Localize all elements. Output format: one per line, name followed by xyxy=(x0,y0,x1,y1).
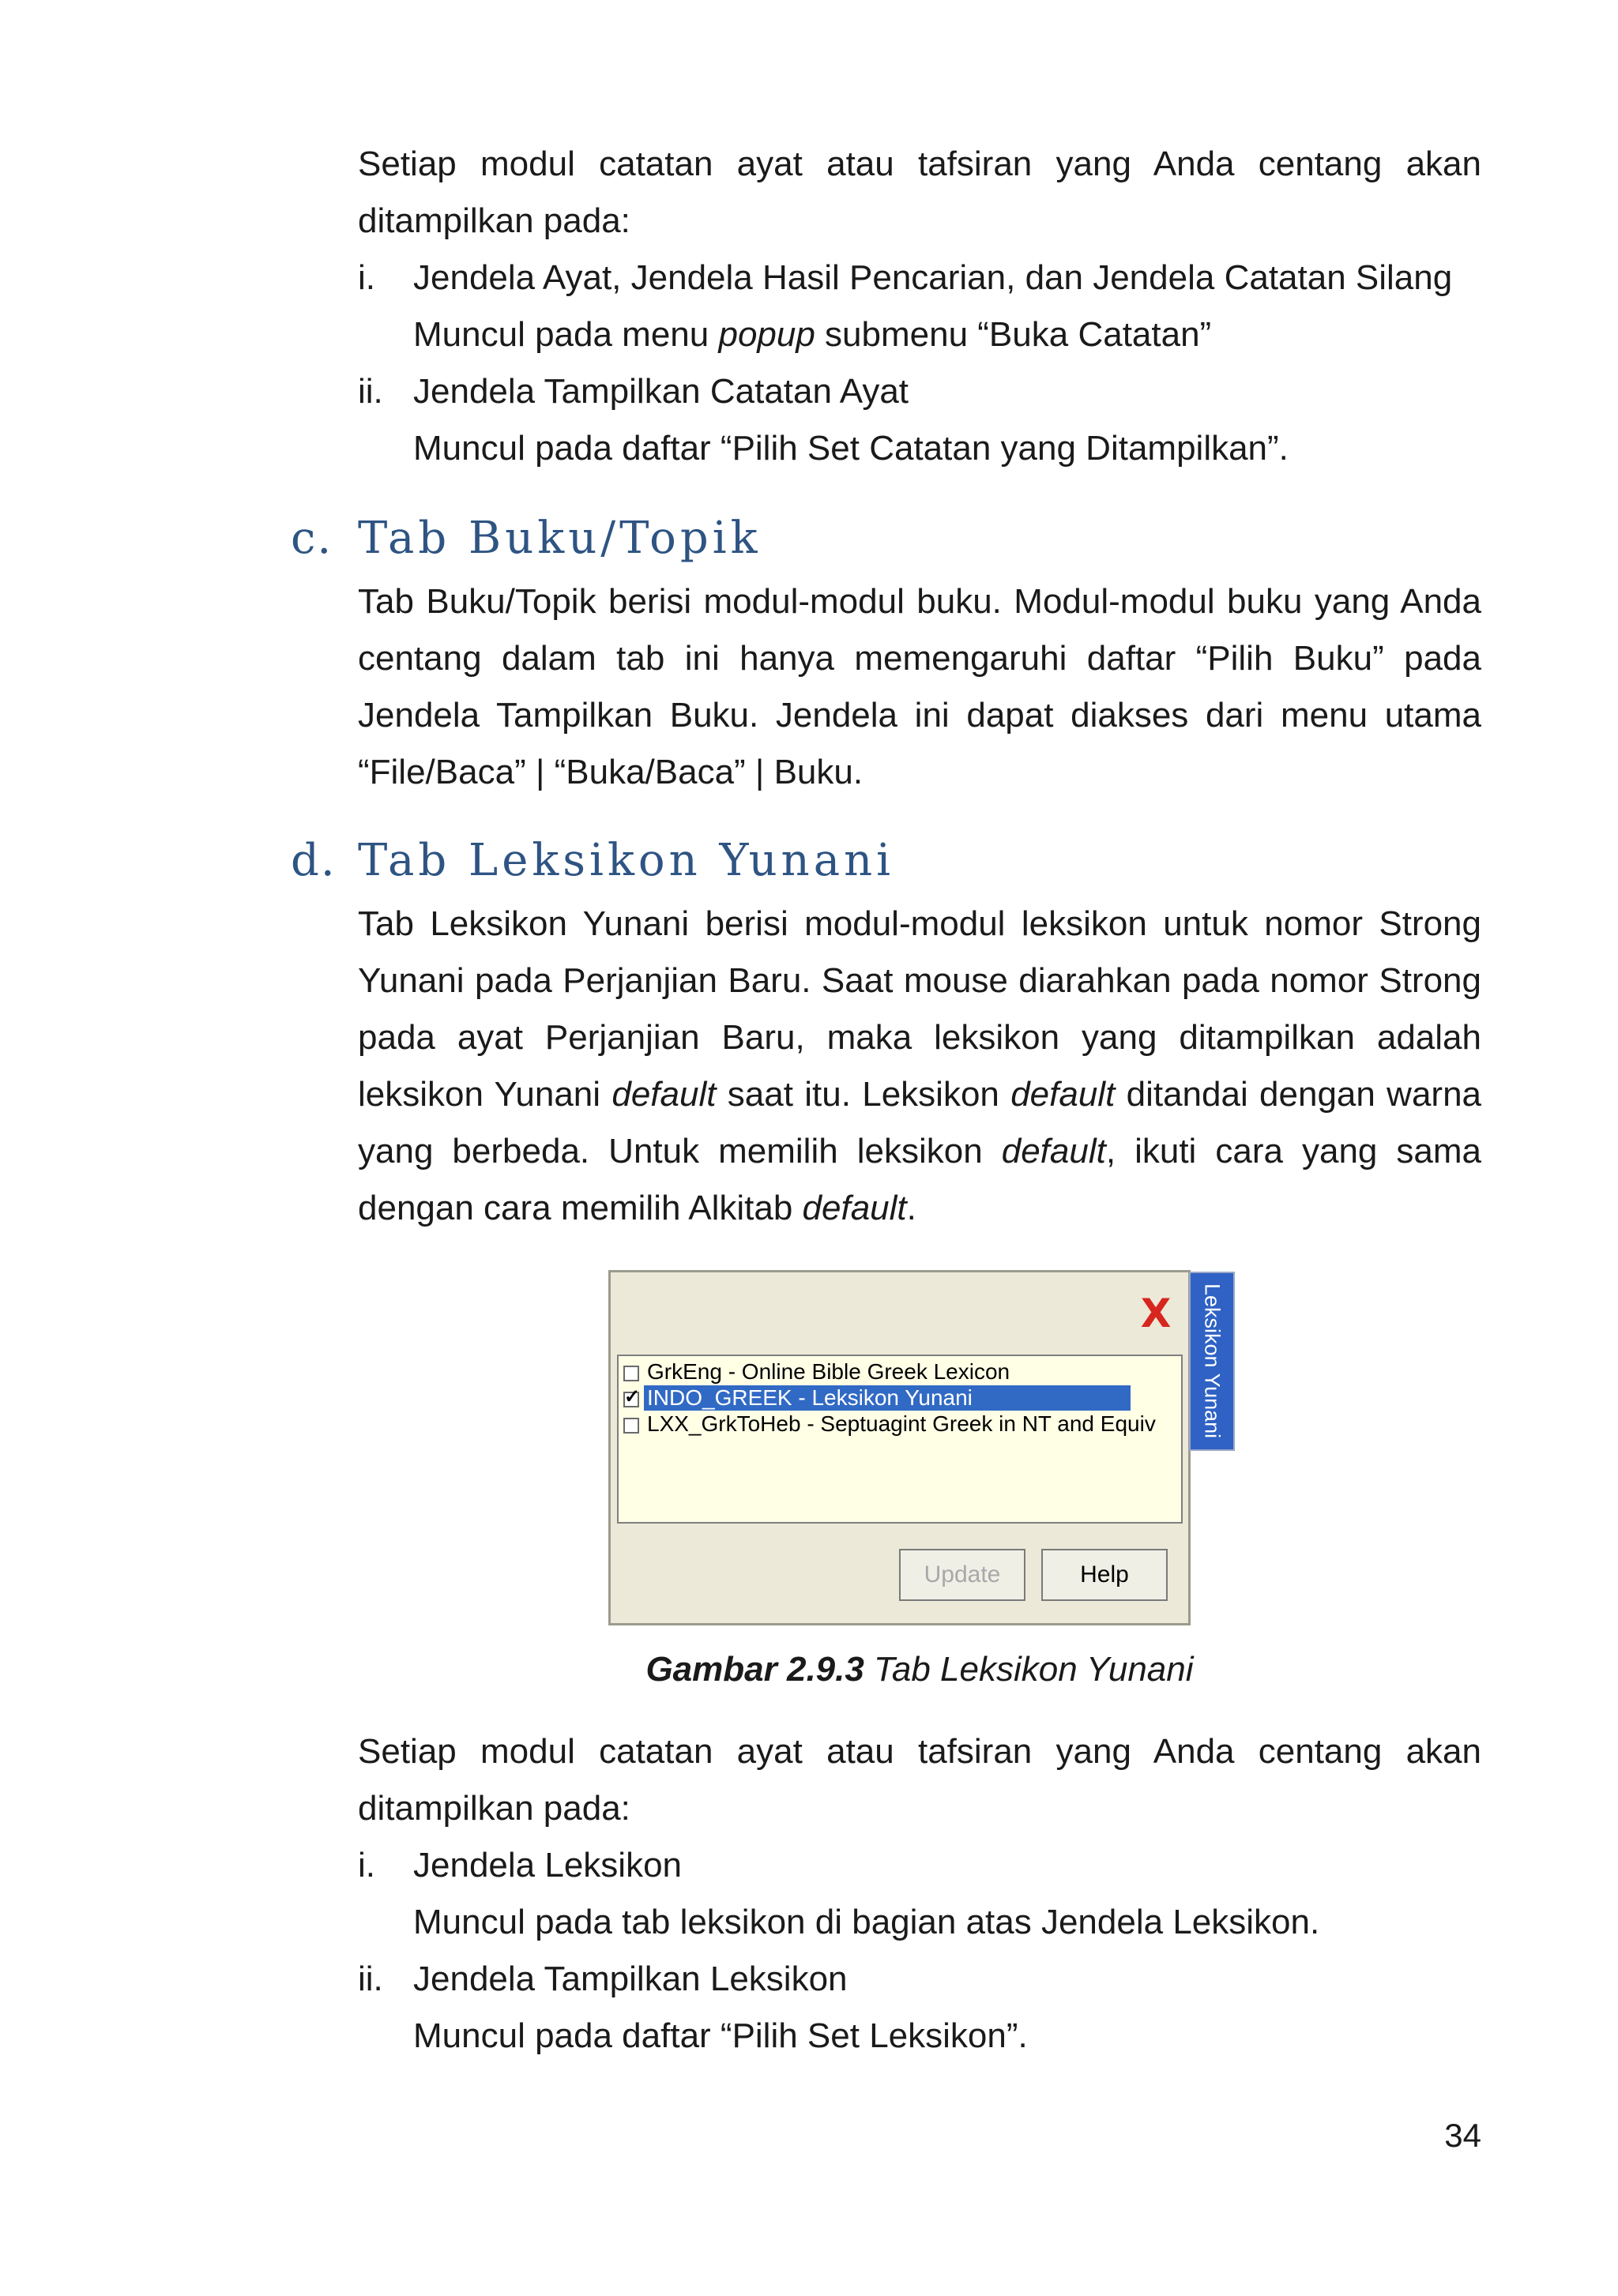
list-item[interactable] xyxy=(623,1385,1176,1411)
para-text: Tab Leksikon Yunani berisi modul-modul leksikon untuk nomor Strong Yunani pada Perjanjian Baru. Saat mouse diarahkan pada nomor Strong pada ayat Perjanjian Baru, maka leksikon yang ditampilkan adalah leksikon Yunani xyxy=(358,904,1481,1114)
section-c-body xyxy=(358,573,1481,801)
section-letter: c. xyxy=(291,513,333,564)
section-heading-d xyxy=(291,832,894,889)
list-item-description xyxy=(413,306,1481,363)
update-button[interactable]: Update xyxy=(899,1549,1025,1601)
intro-list-item-1 xyxy=(358,250,1481,363)
tab-label: Leksikon Yunani xyxy=(1200,1283,1225,1439)
tab-leksikon-yunani[interactable] xyxy=(1189,1272,1235,1451)
list-number: i. xyxy=(358,258,375,297)
list-item-title: Jendela Tampilkan Leksikon xyxy=(413,1960,848,1998)
caption-number: Gambar 2.9.3 xyxy=(645,1650,864,1689)
desc-text: Muncul pada menu xyxy=(413,315,719,354)
section-d-paragraph xyxy=(358,896,1481,1237)
list-number: ii. xyxy=(358,1960,383,1998)
list-item-label: INDO_GREEK - Leksikon Yunani xyxy=(644,1385,1131,1411)
after-list-item-2 xyxy=(358,1951,1481,2065)
section-heading-c xyxy=(291,510,762,567)
help-button[interactable]: Help xyxy=(1041,1549,1168,1601)
para-text: ditandai dengan warna yang berbeda. Untuk memilih leksikon xyxy=(358,1075,1482,1171)
para-text: . xyxy=(906,1189,916,1227)
list-item-title: Jendela Ayat, Jendela Hasil Pencarian, dan Jendela Catatan Silang xyxy=(413,258,1453,297)
para-emphasis: default xyxy=(802,1189,907,1227)
list-item-description: Muncul pada tab leksikon di bagian atas Jendela Leksikon. xyxy=(413,1903,1320,1941)
list-item-description: Muncul pada daftar “Pilih Set Catatan yang Ditampilkan”. xyxy=(413,429,1289,468)
after-figure-block xyxy=(358,1723,1481,2065)
lexicon-listbox[interactable] xyxy=(617,1355,1183,1524)
list-number: i. xyxy=(358,1846,375,1885)
para-emphasis: default xyxy=(1001,1132,1106,1171)
after-list-item-1 xyxy=(358,1837,1481,1951)
after-paragraph: Setiap modul catatan ayat atau tafsiran yang Anda centang akan ditampilkan pada: xyxy=(358,1732,1481,1828)
checkbox[interactable] xyxy=(623,1418,639,1434)
intro-block xyxy=(358,136,1481,477)
checkbox-checked[interactable] xyxy=(623,1392,639,1407)
para-text: saat itu. Leksikon xyxy=(716,1075,1011,1114)
checkbox[interactable] xyxy=(623,1366,639,1381)
lexicon-dialog xyxy=(608,1270,1191,1625)
section-title: Tab Buku/Topik xyxy=(358,513,762,564)
figure-lexicon-dialog xyxy=(608,1270,1240,1632)
section-c-paragraph: Tab Buku/Topik berisi modul-modul buku. Modul-modul buku yang Anda centang dalam tab ini hanya memengaruhi daftar “Pilih Buku” pada Jendela Tampilkan Buku. Jendela ini dapat diakses dari menu utama “File/Baca” | “Buka/Baca” | Buku. xyxy=(358,582,1481,791)
section-title: Tab Leksikon Yunani xyxy=(358,835,895,886)
list-item-description: Muncul pada daftar “Pilih Set Leksikon”. xyxy=(413,2016,1028,2055)
list-item[interactable] xyxy=(623,1411,1176,1437)
para-emphasis: default xyxy=(611,1075,717,1114)
intro-list-item-2 xyxy=(358,363,1481,477)
section-letter: d. xyxy=(291,835,337,886)
list-item-label: LXX_GrkToHeb - Septuagint Greek in NT and Equiv xyxy=(647,1411,1156,1436)
list-number: ii. xyxy=(358,372,383,411)
para-text: , ikuti cara yang sama dengan cara memilih Alkitab xyxy=(358,1132,1481,1227)
desc-text: submenu “Buka Catatan” xyxy=(815,315,1212,354)
desc-emphasis: popup xyxy=(718,315,815,354)
caption-text: Tab Leksikon Yunani xyxy=(864,1650,1194,1689)
page-number: 34 xyxy=(1444,2117,1481,2154)
para-emphasis: default xyxy=(1010,1075,1116,1114)
list-item-label: GrkEng - Online Bible Greek Lexicon xyxy=(647,1359,1010,1384)
list-item-title: Jendela Tampilkan Catatan Ayat xyxy=(413,372,909,411)
list-item[interactable] xyxy=(623,1359,1176,1385)
section-d-body xyxy=(358,896,1481,1237)
figure-caption xyxy=(358,1641,1481,1698)
close-icon[interactable]: X xyxy=(1140,1291,1172,1336)
list-item-title: Jendela Leksikon xyxy=(413,1846,683,1885)
intro-paragraph: Setiap modul catatan ayat atau tafsiran yang Anda centang akan ditampilkan pada: xyxy=(358,145,1481,240)
